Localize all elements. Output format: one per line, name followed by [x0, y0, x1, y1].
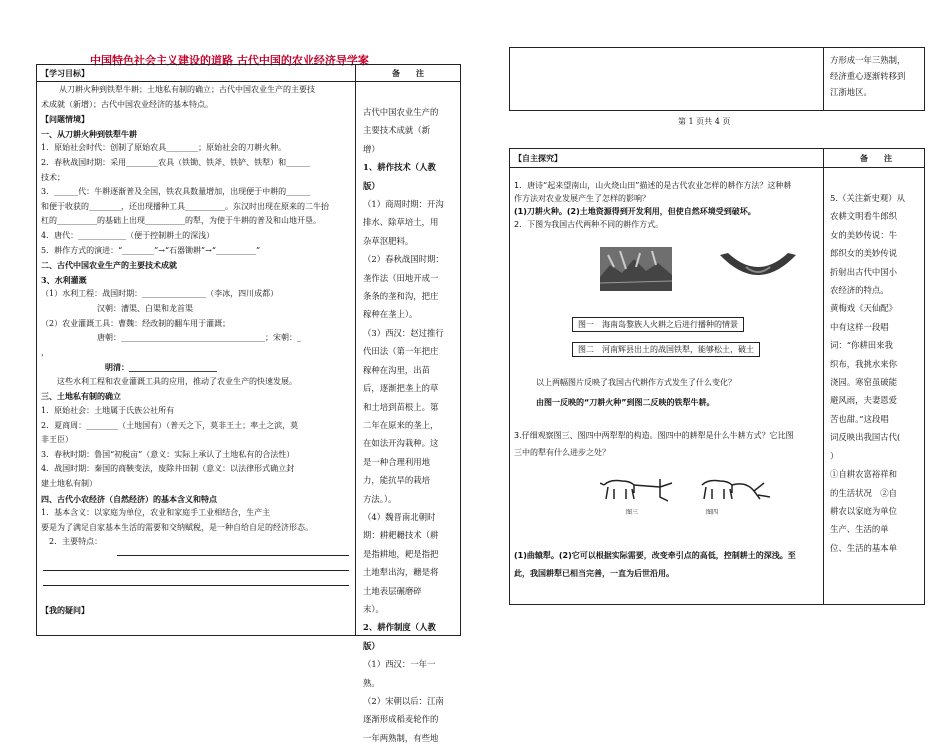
- question-text: 1．唐诗“起来望南山，山火烧山田”描述的是古代农业怎样的耕作方法？这种耕: [514, 181, 792, 190]
- page-title: 中国特色社会主义建设的道路 古代中国的农业经济导学案: [90, 54, 369, 67]
- question-text: 作方法对农业发展产生了怎样的影响？: [514, 194, 650, 203]
- note-line: 郎织女的美妙传说: [830, 248, 897, 259]
- note-line: 避风雨，夫妻恩爱: [830, 395, 897, 406]
- note-line: 土地犁出沟，耱是将: [363, 567, 439, 578]
- figure-1-caption: 图一 海南岛黎族人火耕之后进行播种的情景: [572, 317, 744, 332]
- continuation-notes: [830, 52, 905, 100]
- goal-line: 术成就（新增）；古代中国农业经济的基本特点。: [41, 99, 213, 109]
- note-line: 垄作法（田地开成一: [363, 272, 439, 283]
- section-1-heading: 一、从刀耕火种到铁犁牛耕: [41, 128, 137, 139]
- answer-text: (1)曲辕犁。(2)它可以根据实际需要，改变牵引点的高低，控制耕土的深浅。至: [514, 551, 796, 560]
- question-text: 3.仔细观察图三、图四中两犁犁的构造。图四中的耕犁是什么牛耕方式？它比图: [514, 431, 794, 440]
- question-2-sub: 以上两幅图片反映了我国古代耕作方式发生了什么变化？: [536, 378, 736, 387]
- note-line: 1、耕作技术（人教: [363, 162, 436, 173]
- note-line: （1）西汉：一年一: [363, 659, 436, 670]
- note-line: 2、耕作制度（人教: [363, 622, 436, 633]
- s1-item: 3．______代：牛耕逐渐普及全国，铁农具数量增加，出现便于中耕的______: [41, 187, 311, 197]
- note-line: 词：“你耕田来我: [830, 340, 893, 351]
- question-1: [514, 179, 791, 231]
- note-line: 末）。: [363, 603, 384, 614]
- note-line: ）: [830, 450, 839, 461]
- note-line: 增）: [363, 143, 380, 154]
- land-item: 建土地私有制）: [41, 479, 97, 489]
- my-questions-header: 【我的疑问】: [41, 606, 89, 615]
- note-line: 版）: [363, 640, 380, 651]
- economy-item: 要是为了满足自家基本生活的需要和交纳赋税，是一种自给自足的经济形态。: [41, 522, 313, 532]
- note-line: 浇园。寒窑虽破能: [830, 377, 897, 388]
- land-item: 非王臣）: [41, 435, 73, 445]
- note-line: 农耕文明看牛郎织: [830, 211, 897, 222]
- note-line: 稼种在垄上）。: [363, 309, 418, 320]
- economy-item: 2．主要特点：: [41, 537, 103, 547]
- question-2: 2．下图为我国古代两种不同的耕作方式。: [514, 220, 664, 229]
- note-line: 是指耕地，耙是指把: [363, 548, 439, 559]
- right-notes: [830, 189, 922, 557]
- question-text: 三中的犁有什么进步之处？: [514, 448, 610, 457]
- section-2-heading: 二、古代中国农业生产的主要技术成就: [41, 260, 177, 271]
- figure-4-label: 图四: [706, 509, 719, 516]
- fire-farming-photo: [600, 247, 672, 291]
- s1-item: 杠的__________的基础上出现__________的犁，为使于牛耕的普及和山地开垦。: [41, 216, 321, 226]
- answer-1: (1)刀耕火种。(2)土地资源得到开发利用，但使自然环境受到破坏。: [514, 207, 756, 216]
- note-line: 5.（关注新史观）从: [830, 193, 905, 203]
- note-line: 主要技术成就（新: [363, 125, 430, 136]
- left-table: [36, 64, 461, 743]
- note-line: 位、生活的基本单: [830, 542, 897, 553]
- water-heading: 3、水利灌溉: [41, 274, 87, 285]
- note-line: 方法。）。: [363, 493, 397, 504]
- note-line: 江浙地区。: [830, 87, 872, 97]
- s1-item: 5．耕作方式的演进：“________”→“石器锄耕”→“__________”: [41, 245, 261, 255]
- note-line: 女的美妙传说：牛: [830, 229, 897, 240]
- note-line: 词反映出我国古代(: [830, 432, 901, 443]
- iron-plough-image: [716, 245, 800, 295]
- study-goals-header: 【学习目标】: [41, 69, 89, 78]
- note-line: 排水、除草培土，用: [363, 217, 439, 228]
- water-item: 汉朝：漕渠、白渠和龙首渠: [41, 303, 193, 313]
- note-line: 后，逐渐把垄上的草: [363, 383, 439, 394]
- explore-header: 【自主探究】: [514, 154, 562, 163]
- note-line: 折射出古代中国小: [830, 266, 897, 277]
- section-3-heading: 三、土地私有制的确立: [41, 391, 121, 402]
- note-line: 织布，我挑水来你: [830, 358, 897, 369]
- note-line: （1）商周时期：开沟: [363, 199, 444, 210]
- question-3: [514, 427, 794, 461]
- note-line: 是一种合理利用地: [363, 456, 430, 467]
- land-item: 4．战国时期：秦国的商鞅变法，废除井田制（意义：以法律形式确立封: [41, 464, 295, 474]
- continuation-box: [509, 47, 925, 111]
- water-item: （2）农业灌溉工具：曹魏：经改制的翻车用于灌溉；: [41, 318, 231, 328]
- note-line: 土地表层碾磨碎: [363, 585, 422, 596]
- figure-2-caption: 图二 河南辉县出土的战国铁犁，能够松土，破土: [572, 342, 760, 357]
- note-line: 逐渐形成稻麦轮作的: [363, 714, 439, 725]
- section-4-heading: 四、古代小农经济（自然经济）的基本含义和特点: [41, 493, 217, 504]
- note-line: （2）春秋战国时期：: [363, 254, 444, 265]
- left-content: [41, 83, 353, 550]
- ox-plough-figure-3: [600, 475, 688, 505]
- page-number: 第 1 页共 4 页: [678, 117, 731, 126]
- note-line: 方形成一年三熟制，: [830, 55, 906, 65]
- water-item: 唐朝：____________________________________；宋朝：_: [41, 333, 301, 343]
- answer-2: 由图一反映的“刀耕火种”到图二反映的铁犁牛耕。: [536, 398, 715, 407]
- note-line: 期：耕耙耱技术（耕: [363, 530, 439, 541]
- answer-text: 此，我国耕犁已相当完善，一直为后世沿用。: [514, 569, 674, 578]
- note-line: 黄梅戏《天仙配》: [830, 303, 897, 314]
- note-line: 在如法开沟栽种。这: [363, 438, 439, 449]
- land-item: 2．夏商周：________（土地国有）（普天之下，莫非王土；率土之滨，莫: [41, 420, 299, 430]
- situation-header: 【问题情境】: [41, 114, 89, 125]
- remark-header: 备 注: [392, 69, 424, 78]
- remark-header: 备 注: [860, 154, 892, 163]
- s1-item: 1．原始社会时代：创制了原始农具________；原始社会的刀耕火种。: [41, 143, 287, 153]
- s1-item: 4．唐代：____________（便于控制耕土的深浅）: [41, 230, 215, 240]
- note-line: 古代中国农业生产的: [363, 107, 439, 117]
- note-line: 杂草沤肥料。: [363, 235, 414, 246]
- water-item: 明清：______________________: [41, 362, 217, 373]
- left-notes: [363, 103, 457, 747]
- land-item: 3．春秋时期：鲁国“初税亩”（意义：实际上承认了土地私有的合法性）: [41, 449, 295, 459]
- note-line: 力，能抗旱的栽培: [363, 475, 430, 486]
- note-line: 一年两熟制，有些地: [363, 732, 439, 743]
- note-line: （4）魏晋南北朝时: [363, 511, 436, 522]
- land-item: 1．原始社会：土地属于氏族公社所有: [41, 406, 175, 416]
- ox-plough-figure-4: [698, 475, 778, 505]
- s1-item: 2．春秋战国时期：采用________农具（铁锄、铁斧、铁铲、铁犁）和______: [41, 157, 311, 167]
- figure-3-label: 图三: [626, 509, 639, 516]
- s1-item: 和便于收获的________，还出现播种工具__________。东汉时出现在原来的二牛抬: [41, 201, 329, 211]
- economy-item: 1．基本含义：以家庭为单位，农业和家庭手工业相结合，生产主: [41, 508, 271, 518]
- note-line: 的生活状况 ②自: [830, 487, 897, 498]
- note-line: 生产、生活的单: [830, 524, 889, 535]
- note-line: 二年在原来的垄上，: [363, 419, 439, 430]
- note-line: 耕农以家庭为单位: [830, 505, 897, 516]
- note-line: 代田法（第一年把庄: [363, 346, 439, 357]
- note-line: （3）西汉：赵过推行: [363, 327, 444, 338]
- note-line: 农经济的特点。: [830, 285, 889, 296]
- note-line: 版）: [363, 180, 380, 191]
- note-line: 熟。: [363, 677, 380, 688]
- note-line: 中有这样一段唱: [830, 321, 889, 332]
- water-summary: 这些水利工程和农业灌溉工具的应用，推动了农业生产的快速发展。: [41, 376, 297, 386]
- right-table: [509, 148, 925, 605]
- note-line: 苦也甜。”这段唱: [830, 413, 889, 424]
- note-line: 经济重心逐渐转移到: [830, 71, 906, 81]
- goal-line: 从刀耕火种到铁犁牛耕；土地私有制的确立；古代中国农业生产的主要技: [59, 85, 315, 94]
- water-item: （1）水利工程：战国时期：________________（李冰，四川成都）: [41, 289, 279, 299]
- answer-3: [514, 547, 796, 583]
- note-line: 条条的垄和沟，把庄: [363, 291, 439, 302]
- s1-item: 技术；: [41, 172, 65, 182]
- note-line: 稼种在沟里，出苗: [363, 364, 430, 375]
- note-line: ①自耕农富裕祥和: [830, 469, 897, 480]
- note-line: 和土培到苗根上。第: [363, 401, 439, 412]
- note-line: （2）宋朝以后：江南: [363, 696, 444, 706]
- water-item: ，: [41, 347, 49, 357]
